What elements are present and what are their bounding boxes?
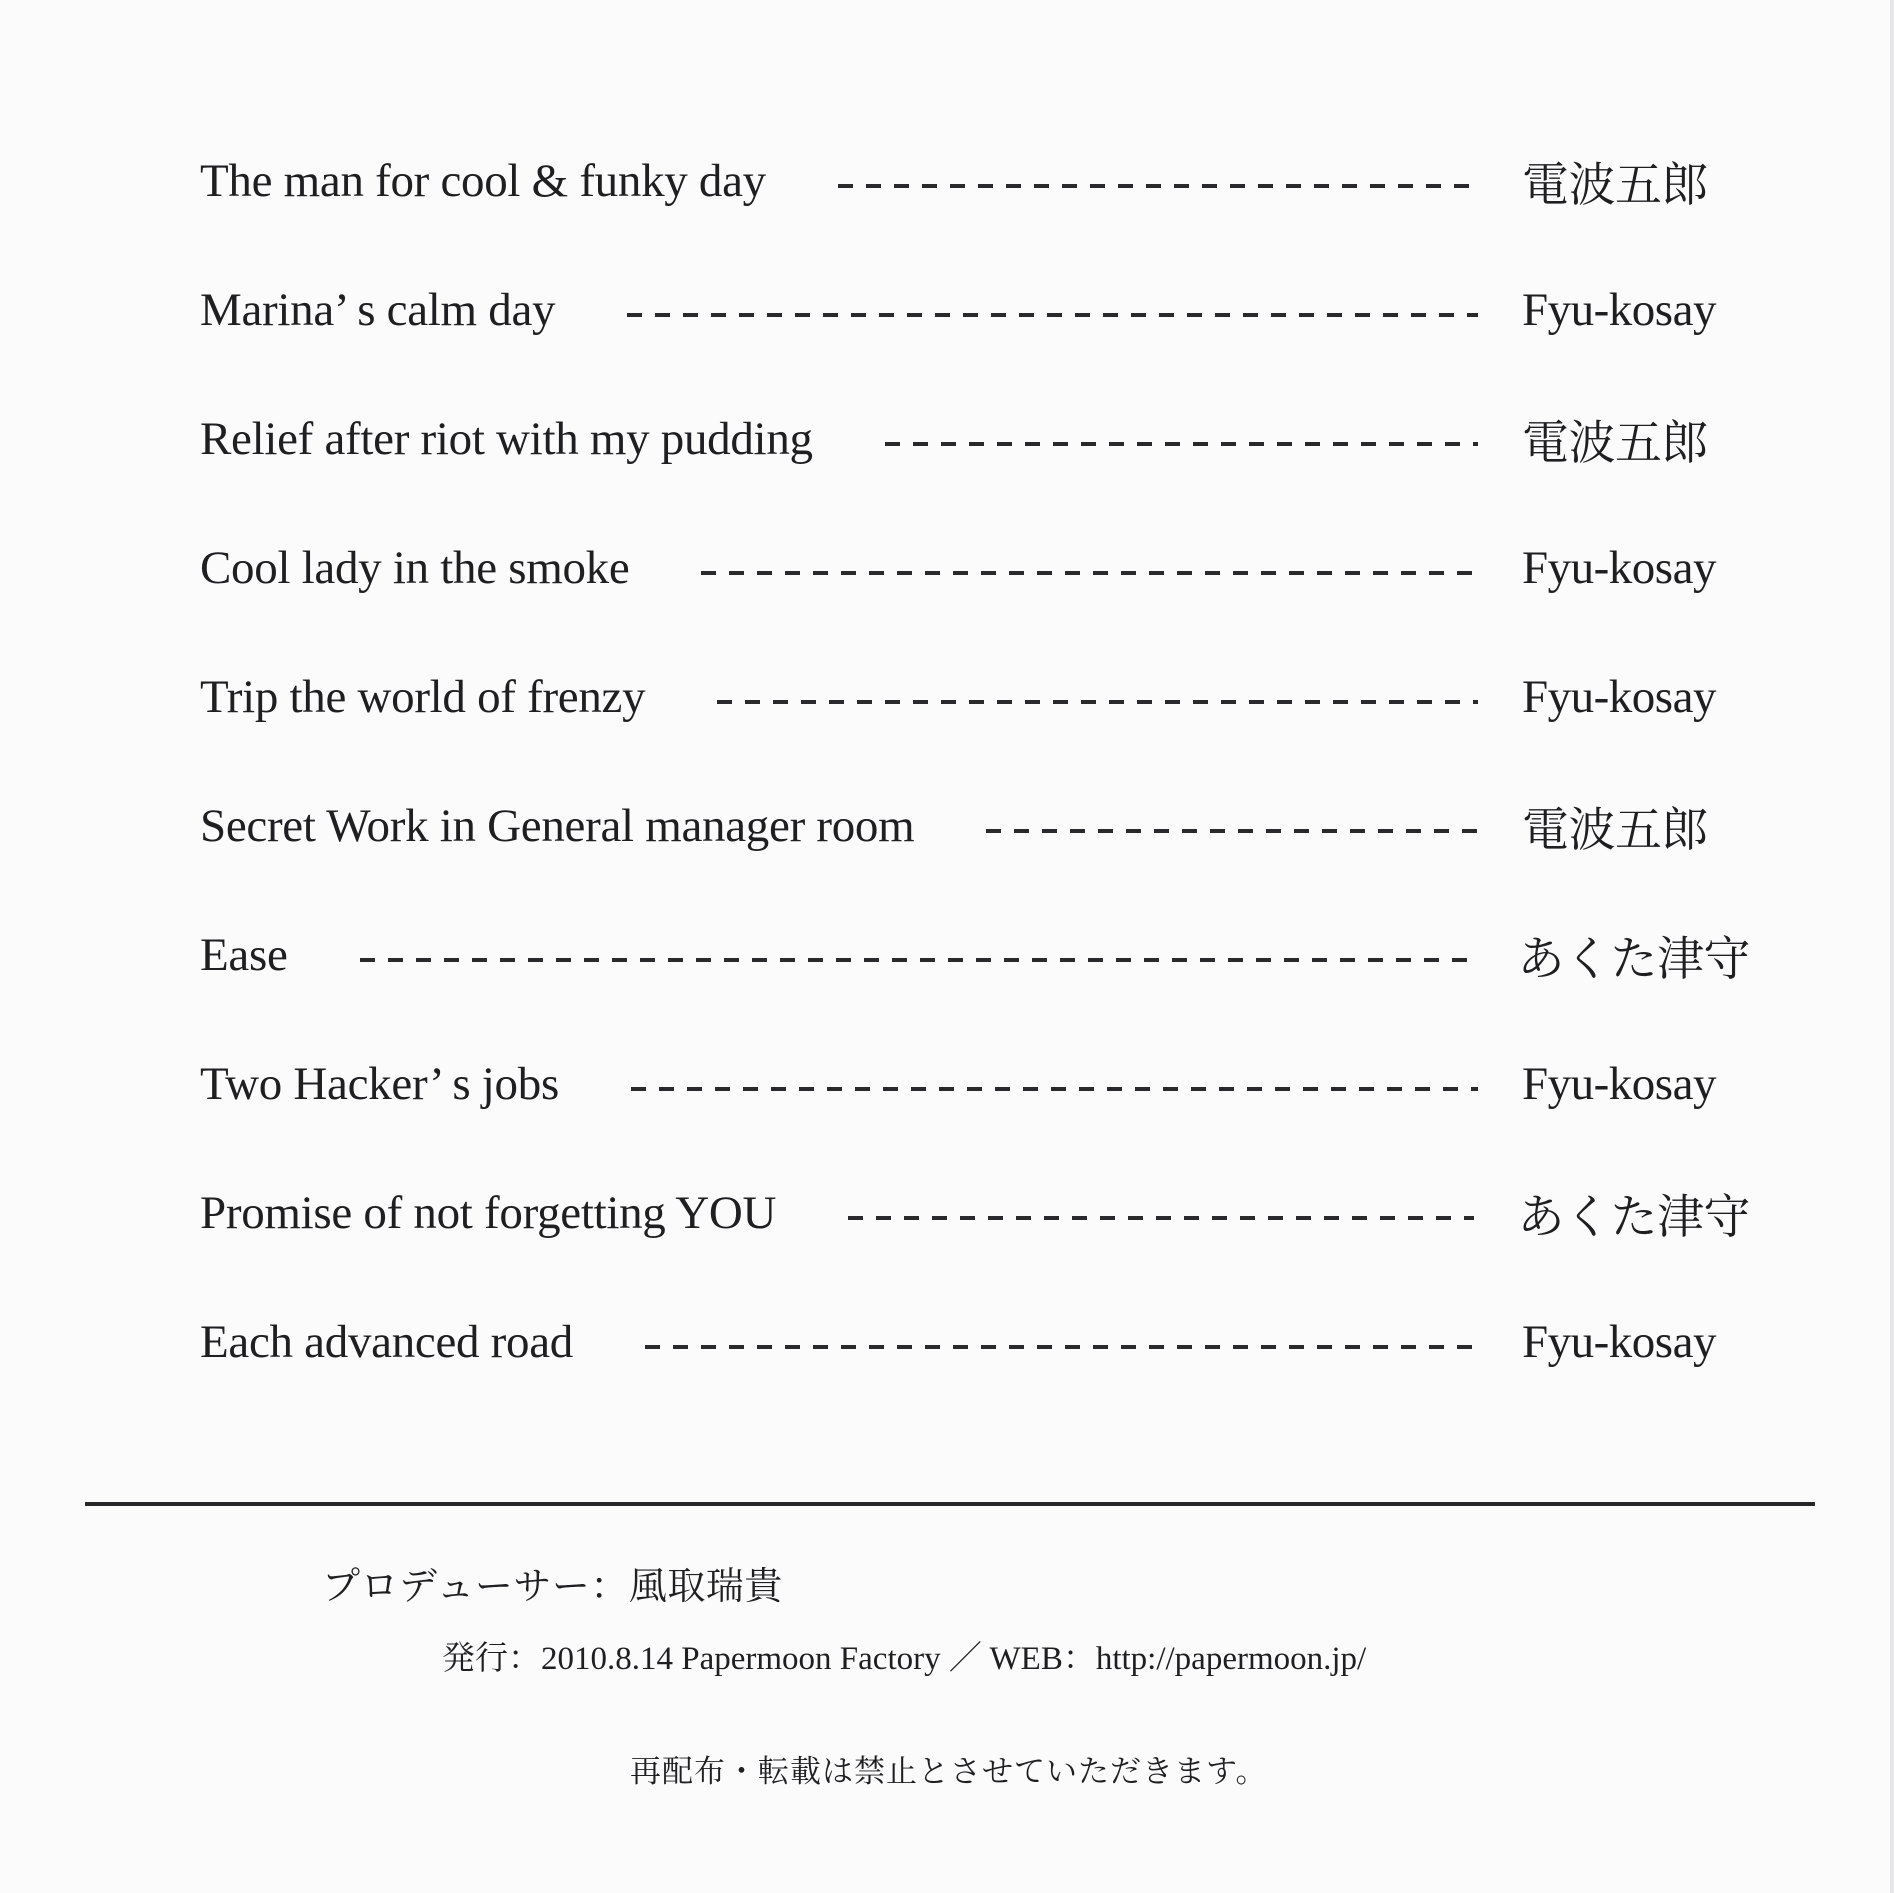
track-row	[200, 657, 1750, 737]
track-row	[200, 141, 1750, 221]
track-title: Trip the world of frenzy	[200, 671, 646, 723]
track-row	[200, 1302, 1750, 1382]
section-divider	[85, 1502, 1815, 1506]
track-artist: Fyu-kosay	[1522, 1316, 1716, 1368]
redistribution-notice: 再配布・転載は禁止とさせていただきます。	[630, 1754, 1268, 1789]
track-title: Marina’ s calm day	[200, 284, 556, 336]
dotted-leader	[627, 313, 1478, 317]
track-row	[200, 1173, 1750, 1253]
dotted-leader	[645, 1345, 1478, 1349]
publish-credit: 発行：2010.8.14 Papermoon Factory ／ WEB：http://papermoon.jp/	[442, 1641, 1367, 1677]
track-row	[200, 915, 1750, 995]
track-title: Promise of not forgetting YOU	[200, 1187, 777, 1239]
track-title: Two Hacker’ s jobs	[200, 1058, 559, 1110]
producer-credit: プロデューサー：風取瑞貴	[322, 1566, 783, 1608]
track-title: Secret Work in General manager room	[200, 800, 915, 852]
track-artist: Fyu-kosay	[1522, 542, 1716, 594]
track-artist: Fyu-kosay	[1522, 284, 1716, 336]
dotted-leader	[838, 184, 1478, 188]
track-row	[200, 528, 1750, 608]
track-row	[200, 1044, 1750, 1124]
track-artist: Fyu-kosay	[1522, 1058, 1716, 1110]
dotted-leader	[848, 1216, 1473, 1220]
track-title: Cool lady in the smoke	[200, 542, 630, 594]
track-title: Relief after riot with my pudding	[200, 413, 813, 465]
dotted-leader	[360, 958, 1474, 962]
track-artist: あくた津守	[1517, 1191, 1750, 1244]
track-artist: Fyu-kosay	[1522, 671, 1716, 723]
track-row	[200, 270, 1750, 350]
track-row	[200, 399, 1750, 479]
dotted-leader	[885, 442, 1478, 446]
track-artist: あくた津守	[1517, 933, 1750, 986]
track-row	[200, 786, 1750, 866]
track-title: The man for cool & funky day	[200, 155, 766, 207]
track-artist: 電波五郎	[1522, 417, 1708, 470]
dotted-leader	[701, 571, 1478, 575]
dotted-leader	[631, 1087, 1478, 1091]
track-artist: 電波五郎	[1522, 159, 1708, 212]
track-artist: 電波五郎	[1522, 804, 1708, 857]
dotted-leader	[986, 829, 1478, 833]
dotted-leader	[717, 700, 1478, 704]
track-title: Ease	[200, 929, 288, 981]
track-title: Each advanced road	[200, 1316, 573, 1368]
